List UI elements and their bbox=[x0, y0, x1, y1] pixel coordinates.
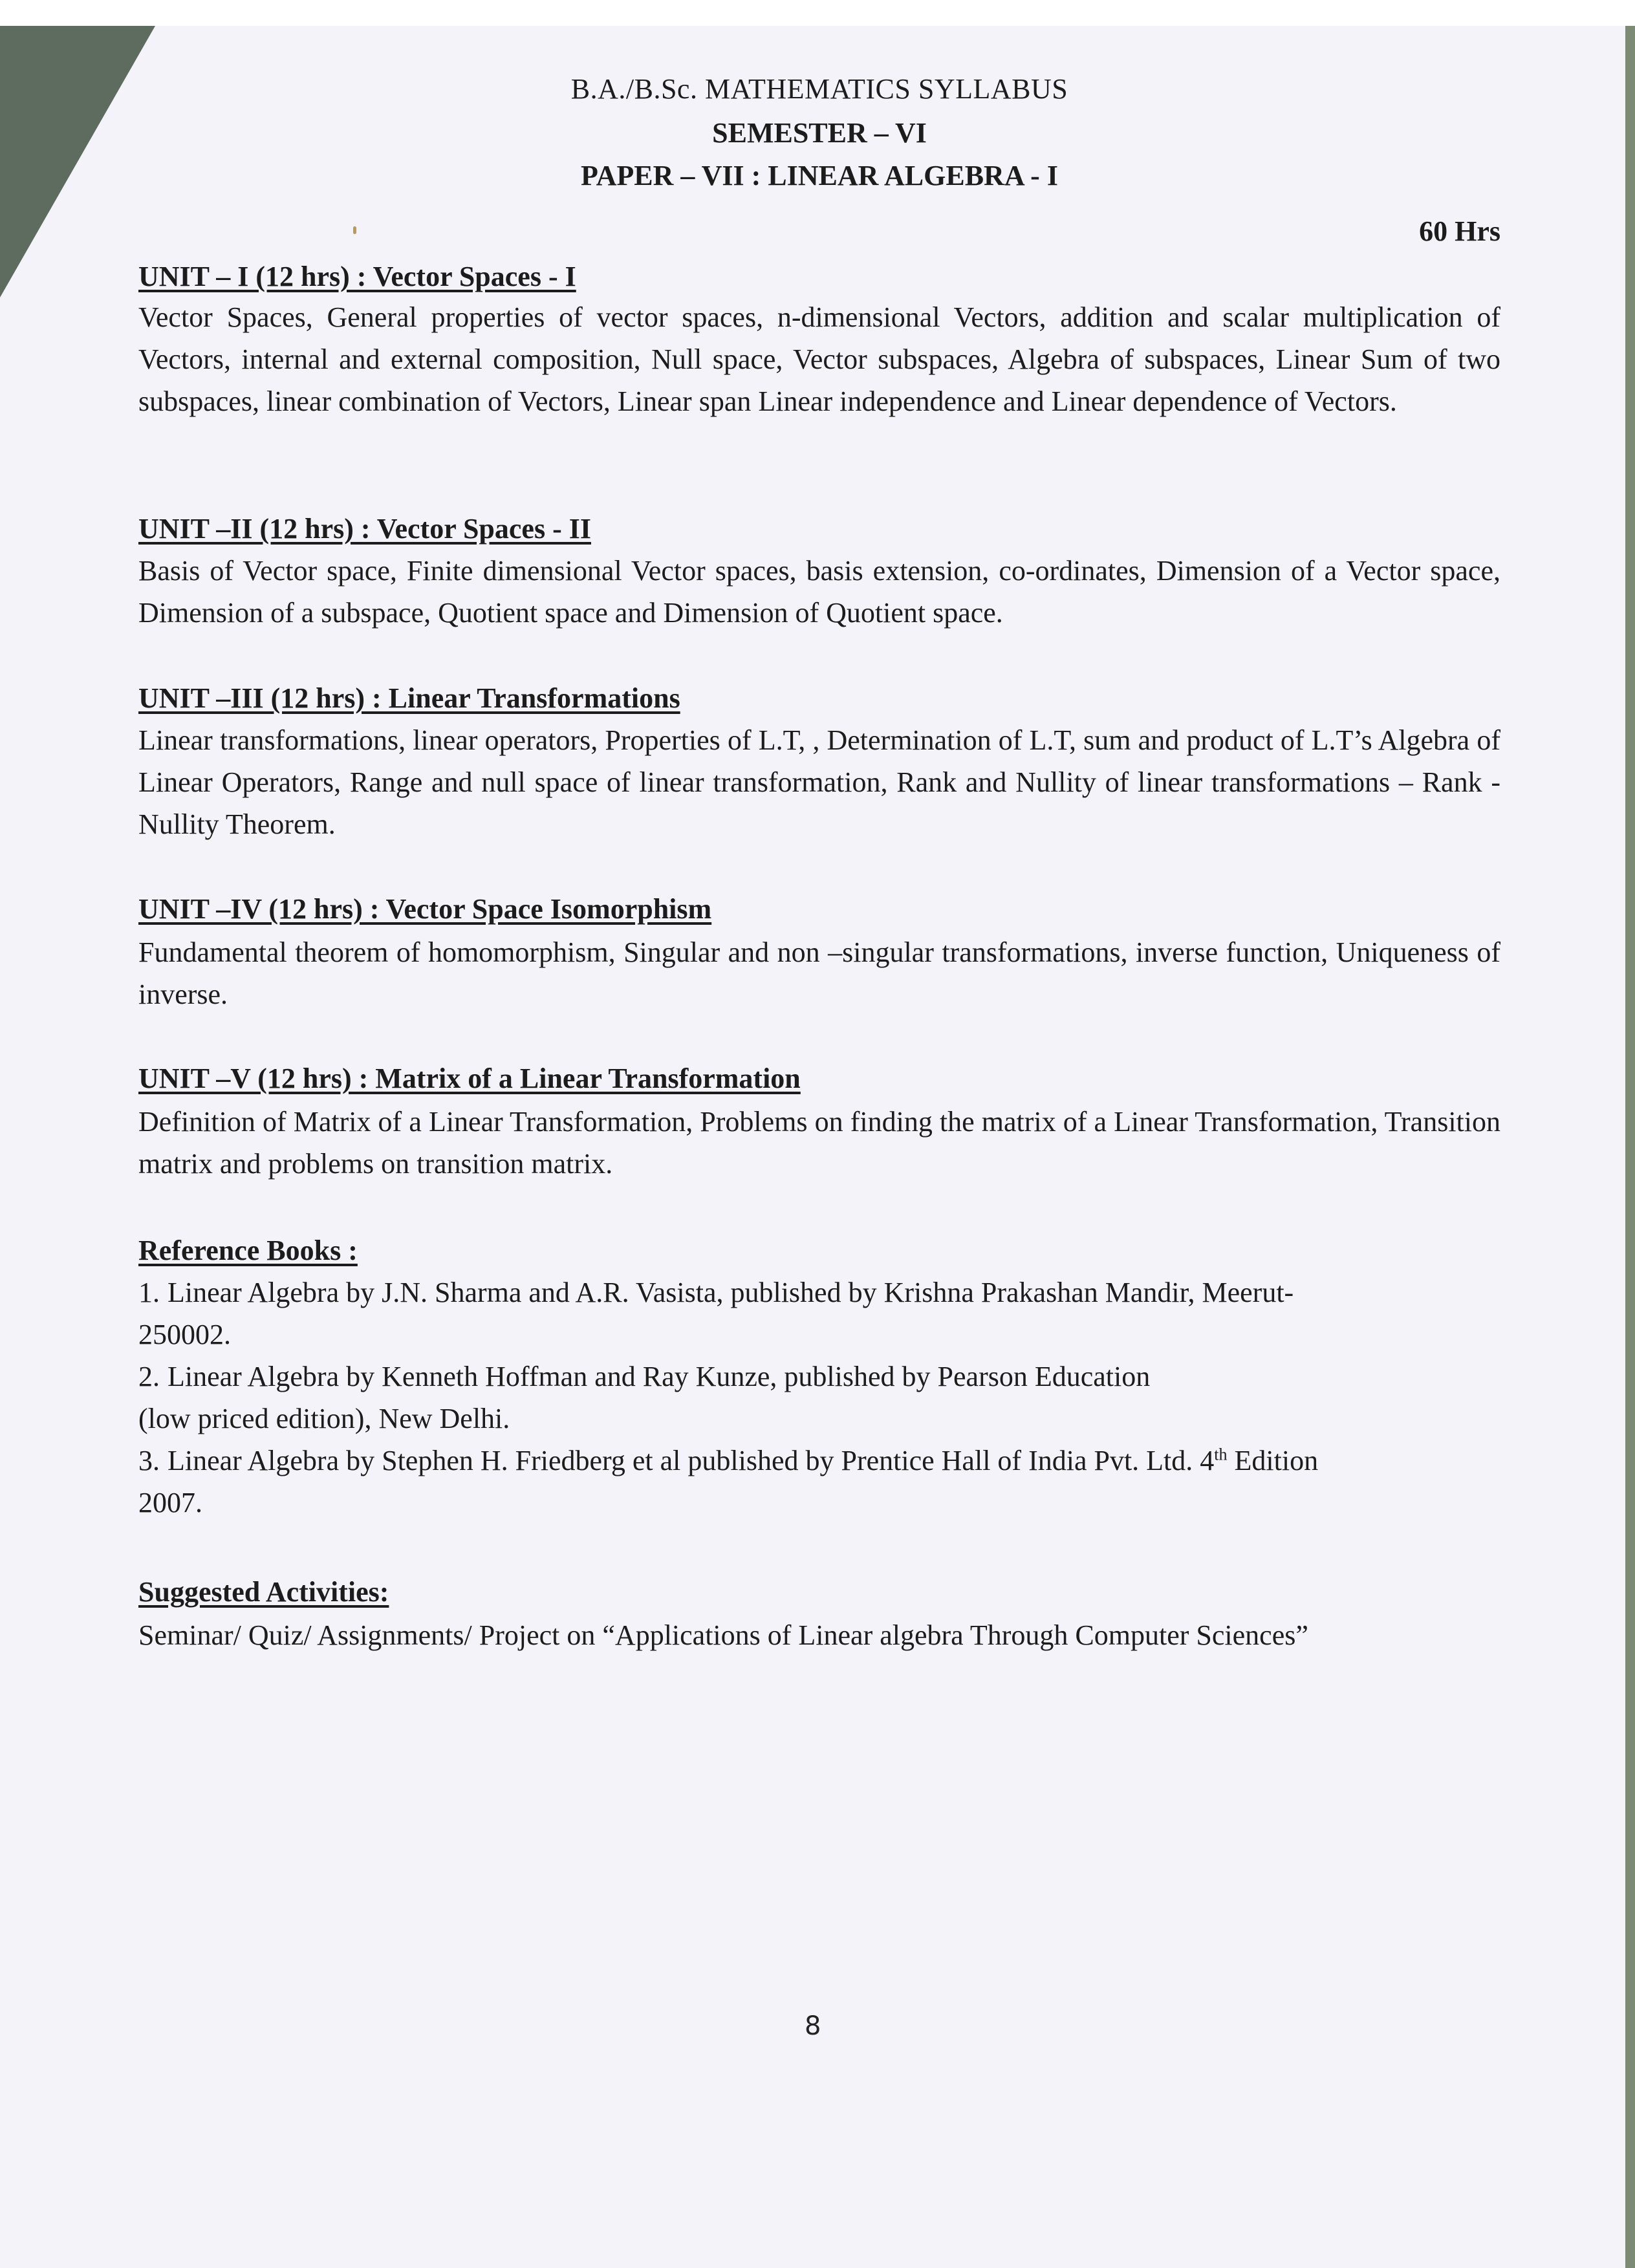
reference-item bbox=[138, 1271, 1500, 1355]
reference-text-edition: Edition bbox=[1227, 1445, 1319, 1476]
scanner-bed-edge bbox=[1625, 26, 1635, 2268]
reference-text: Linear Algebra by Kenneth Hoffman and Ray Kunze, published by Pearson Education bbox=[168, 1361, 1151, 1392]
reference-number: 2. bbox=[138, 1361, 160, 1392]
unit-1-title: UNIT – I (12 hrs) : Vector Spaces - I bbox=[138, 261, 576, 292]
ordinal-suffix: th bbox=[1214, 1445, 1228, 1464]
scan-speck bbox=[353, 226, 356, 234]
unit-2-title: UNIT –II (12 hrs) : Vector Spaces - II bbox=[138, 513, 591, 545]
reference-list bbox=[138, 1271, 1500, 1524]
reference-text-continued: (low priced edition), New Delhi. bbox=[138, 1403, 510, 1434]
reference-text: Linear Algebra by J.N. Sharma and A.R. Vasista, published by Krishna Prakashan Mandir, Meerut- bbox=[168, 1277, 1294, 1308]
semester-title: SEMESTER – VI bbox=[712, 117, 927, 149]
reference-text-continued: 250002. bbox=[138, 1319, 231, 1350]
page-number: 8 bbox=[805, 2011, 821, 2041]
unit-5-body: Definition of Matrix of a Linear Transformation, Problems on finding the matrix of a Linear Transformation, Transition matrix and problems on transition matrix. bbox=[138, 1106, 1500, 1180]
unit-3-title: UNIT –III (12 hrs) : Linear Transformations bbox=[138, 682, 680, 714]
unit-4-body: Fundamental theorem of homomorphism, Singular and non –singular transformations, inverse function, Uniqueness of inverse. bbox=[138, 936, 1500, 1010]
unit-2-body: Basis of Vector space, Finite dimensional Vector spaces, basis extension, co-ordinates, Dimension of a Vector space, Dimension of a subspace, Quotient space and Dimension of Quotient space. bbox=[138, 555, 1500, 629]
suggested-activities-title: Suggested Activities: bbox=[138, 1576, 389, 1608]
reference-number: 1. bbox=[138, 1277, 160, 1308]
reference-text: Linear Algebra by Stephen H. Friedberg et al published by Prentice Hall of India Pvt. Ltd. 4 bbox=[168, 1445, 1215, 1476]
unit-4-title: UNIT –IV (12 hrs) : Vector Space Isomorphism bbox=[138, 893, 712, 925]
syllabus-title: B.A./B.Sc. MATHEMATICS SYLLABUS bbox=[570, 73, 1068, 105]
unit-3-body: Linear transformations, linear operators, Properties of L.T, , Determination of L.T, sum and product of L.T’s Algebra of Linear Operators, Range and null space of linear transformation, Rank and Nullity of linear transformations – Rank -Nullity Theorem. bbox=[138, 724, 1500, 840]
reference-item bbox=[138, 1355, 1500, 1440]
total-hours: 60 Hrs bbox=[1419, 215, 1500, 247]
reference-text-continued: 2007. bbox=[138, 1487, 202, 1518]
paper-title: PAPER – VII : LINEAR ALGEBRA - I bbox=[581, 160, 1058, 191]
scanner-bed-corner bbox=[0, 26, 155, 297]
reference-item bbox=[138, 1440, 1500, 1524]
unit-5-title: UNIT –V (12 hrs) : Matrix of a Linear Transformation bbox=[138, 1063, 801, 1094]
unit-1-body: Vector Spaces, General properties of vector spaces, n-dimensional Vectors, addition and scalar multiplication of Vectors, internal and external composition, Null space, Vector subspaces, Algebra of subspaces, Linear Sum of two subspaces, linear combination of Vectors, Linear span Linear independence and Linear dependence of Vectors. bbox=[138, 301, 1500, 417]
reference-number: 3. bbox=[138, 1445, 160, 1476]
suggested-activities-body: Seminar/ Quiz/ Assignments/ Project on “Applications of Linear algebra Through Computer Sciences” bbox=[138, 1619, 1308, 1651]
reference-books-title: Reference Books : bbox=[138, 1235, 358, 1266]
